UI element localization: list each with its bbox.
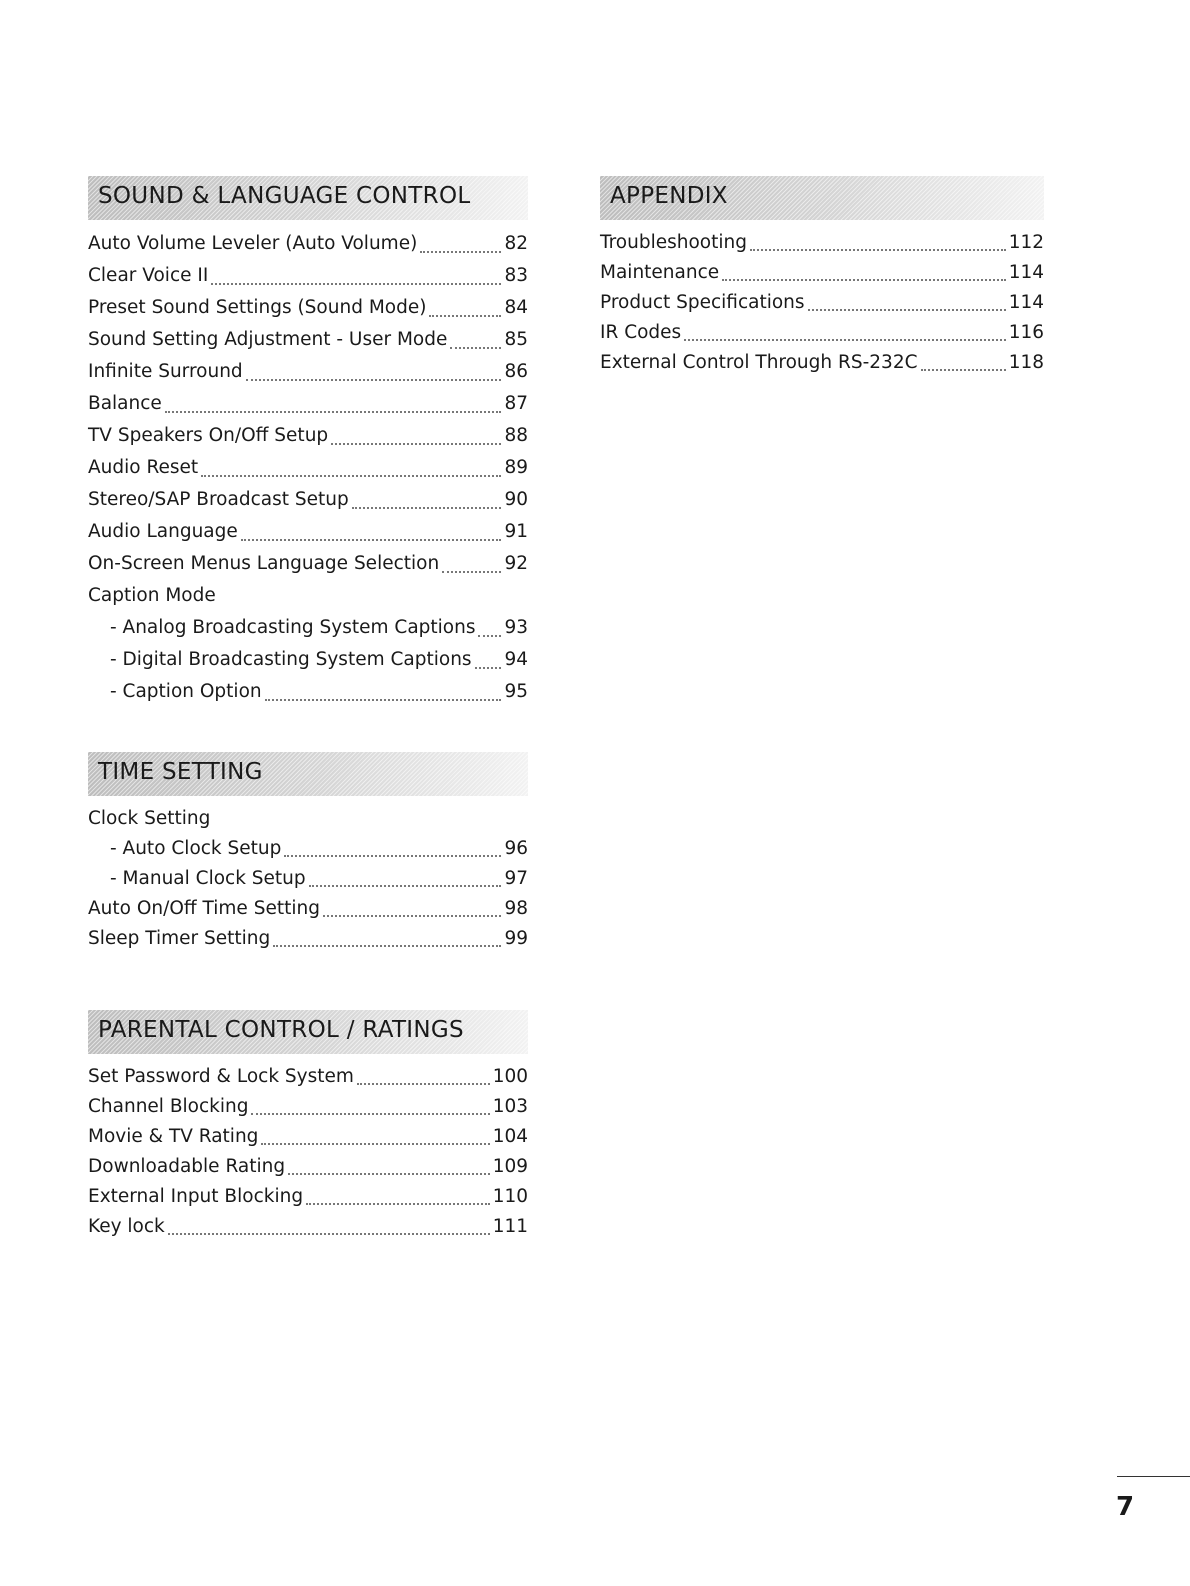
section-title: SOUND & LANGUAGE CONTROL <box>98 183 471 209</box>
toc-entry[interactable] <box>88 516 528 548</box>
page-number: 7 <box>1116 1492 1135 1522</box>
toc-entry-page: 97 <box>504 868 528 889</box>
toc-entry-label: Auto Volume Leveler (Auto Volume) <box>88 233 418 254</box>
toc-entry-label: Caption Mode <box>88 585 216 606</box>
toc-entry-label: Key lock <box>88 1216 165 1237</box>
toc-entry-page: 89 <box>504 457 528 478</box>
dot-leader <box>429 314 501 317</box>
toc-entry[interactable] <box>88 388 528 420</box>
toc-entry-page: 91 <box>504 521 528 542</box>
dot-leader <box>352 506 502 509</box>
toc-entry-label: Audio Language <box>88 521 238 542</box>
toc-entry[interactable] <box>88 356 528 388</box>
toc-entry-label: External Input Blocking <box>88 1186 304 1207</box>
toc-entry-label: Sound Setting Adjustment - User Mode <box>88 329 448 350</box>
toc-entry[interactable] <box>600 228 1044 258</box>
section-time-setting <box>88 752 528 954</box>
dot-leader <box>168 1232 490 1235</box>
toc-entry[interactable] <box>88 1122 528 1152</box>
toc-entry-label: On-Screen Menus Language Selection <box>88 553 440 574</box>
toc-entry-page: 114 <box>1008 262 1044 283</box>
toc-entry-label: Channel Blocking <box>88 1096 249 1117</box>
dot-leader <box>273 944 501 947</box>
toc-list <box>88 228 528 708</box>
toc-entry-label: Maintenance <box>600 262 720 283</box>
toc-entry[interactable] <box>600 348 1044 378</box>
toc-entry-page: 109 <box>492 1156 528 1177</box>
toc-entry-label: - Analog Broadcasting System Captions <box>110 617 476 638</box>
toc-entry[interactable] <box>88 1152 528 1182</box>
toc-entry-page: 111 <box>492 1216 528 1237</box>
toc-entry[interactable] <box>88 676 528 708</box>
section-title: APPENDIX <box>610 183 728 209</box>
toc-entry-page: 118 <box>1008 352 1044 373</box>
toc-entry[interactable] <box>88 894 528 924</box>
toc-entry[interactable] <box>88 804 528 834</box>
toc-entry-page: 104 <box>492 1126 528 1147</box>
toc-entry[interactable] <box>88 484 528 516</box>
toc-entry-page: 100 <box>492 1066 528 1087</box>
toc-entry-page: 98 <box>504 898 528 919</box>
page-number-rule <box>1117 1476 1190 1477</box>
section-sound-language-control <box>88 176 528 708</box>
toc-entry[interactable] <box>88 612 528 644</box>
toc-entry[interactable] <box>88 452 528 484</box>
toc-entry-label: IR Codes <box>600 322 682 343</box>
toc-entry-label: Downloadable Rating <box>88 1156 286 1177</box>
dot-leader <box>309 884 502 887</box>
toc-entry-label: Product Specifications <box>600 292 805 313</box>
section-banner <box>600 176 1044 220</box>
toc-entry-label: Auto On/Off Time Setting <box>88 898 320 919</box>
toc-entry[interactable] <box>88 292 528 324</box>
toc-entry-page: 112 <box>1008 232 1044 253</box>
toc-entry[interactable] <box>88 260 528 292</box>
toc-entry-page: 103 <box>492 1096 528 1117</box>
toc-entry[interactable] <box>88 1182 528 1212</box>
toc-entry-label: Set Password & Lock System <box>88 1066 354 1087</box>
toc-entry-page: 116 <box>1008 322 1044 343</box>
dot-leader <box>921 368 1006 371</box>
toc-entry-label: Balance <box>88 393 162 414</box>
dot-leader <box>808 308 1006 311</box>
toc-entry[interactable] <box>600 288 1044 318</box>
toc-entry[interactable] <box>88 228 528 260</box>
toc-entry-label: - Digital Broadcasting System Captions <box>110 649 472 670</box>
toc-entry[interactable] <box>600 318 1044 348</box>
dot-leader <box>201 474 501 477</box>
toc-entry-page: 88 <box>504 425 528 446</box>
dot-leader <box>251 1112 489 1115</box>
section-title: TIME SETTING <box>98 759 263 785</box>
dot-leader <box>261 1142 489 1145</box>
toc-entry-label: - Manual Clock Setup <box>110 868 306 889</box>
dot-leader <box>357 1082 490 1085</box>
dot-leader <box>165 410 502 413</box>
dot-leader <box>722 278 1006 281</box>
toc-entry[interactable] <box>88 864 528 894</box>
toc-entry[interactable] <box>600 258 1044 288</box>
toc-entry-label: TV Speakers On/Off Setup <box>88 425 329 446</box>
section-banner <box>88 1010 528 1054</box>
dot-leader <box>211 282 501 285</box>
dot-leader <box>246 378 502 381</box>
dot-leader <box>442 570 501 573</box>
toc-entry[interactable] <box>88 924 528 954</box>
toc-entry[interactable] <box>88 1062 528 1092</box>
dot-leader <box>478 634 501 637</box>
dot-leader <box>684 338 1005 341</box>
dot-leader <box>750 248 1006 251</box>
toc-entry[interactable] <box>88 324 528 356</box>
dot-leader <box>475 666 502 669</box>
section-parental-control <box>88 1010 528 1242</box>
toc-entry-label: - Caption Option <box>110 681 262 702</box>
dot-leader <box>288 1172 490 1175</box>
toc-entry-page: 84 <box>504 297 528 318</box>
toc-entry-page: 95 <box>504 681 528 702</box>
toc-entry[interactable] <box>88 834 528 864</box>
toc-entry-label: Clock Setting <box>88 808 211 829</box>
toc-entry-label: Audio Reset <box>88 457 199 478</box>
toc-entry[interactable] <box>88 1092 528 1122</box>
toc-entry[interactable] <box>88 580 528 612</box>
toc-entry-page: 94 <box>504 649 528 670</box>
toc-entry-page: 110 <box>492 1186 528 1207</box>
toc-entry-page: 83 <box>504 265 528 286</box>
dot-leader <box>241 538 502 541</box>
dot-leader <box>306 1202 490 1205</box>
dot-leader <box>331 442 501 445</box>
dot-leader <box>450 346 501 349</box>
toc-list <box>88 1062 528 1242</box>
toc-entry-label: Clear Voice II <box>88 265 209 286</box>
toc-entry[interactable] <box>88 1212 528 1242</box>
section-title: PARENTAL CONTROL / RATINGS <box>98 1017 464 1043</box>
toc-list <box>600 228 1044 378</box>
dot-leader <box>265 698 502 701</box>
toc-entry-page: 86 <box>504 361 528 382</box>
dot-leader <box>323 914 502 917</box>
toc-entry-label: Preset Sound Settings (Sound Mode) <box>88 297 427 318</box>
toc-list <box>88 804 528 954</box>
toc-entry[interactable] <box>88 420 528 452</box>
toc-entry-page: 99 <box>504 928 528 949</box>
toc-entry-label: - Auto Clock Setup <box>110 838 282 859</box>
toc-entry[interactable] <box>88 548 528 580</box>
section-banner <box>88 752 528 796</box>
toc-entry-page: 114 <box>1008 292 1044 313</box>
toc-entry-page: 87 <box>504 393 528 414</box>
toc-entry-label: External Control Through RS-232C <box>600 352 918 373</box>
toc-entry-label: Stereo/SAP Broadcast Setup <box>88 489 349 510</box>
dot-leader <box>420 250 501 253</box>
section-appendix <box>600 176 1044 378</box>
toc-entry-page: 93 <box>504 617 528 638</box>
toc-entry-label: Infinite Surround <box>88 361 243 382</box>
toc-entry-page: 85 <box>504 329 528 350</box>
section-banner <box>88 176 528 220</box>
toc-entry-page: 90 <box>504 489 528 510</box>
toc-entry-label: Troubleshooting <box>600 232 747 253</box>
toc-entry-page: 96 <box>504 838 528 859</box>
toc-entry-page: 82 <box>504 233 528 254</box>
toc-entry-label: Movie & TV Rating <box>88 1126 259 1147</box>
dot-leader <box>284 854 501 857</box>
toc-entry-label: Sleep Timer Setting <box>88 928 271 949</box>
toc-entry[interactable] <box>88 644 528 676</box>
toc-entry-page: 92 <box>504 553 528 574</box>
